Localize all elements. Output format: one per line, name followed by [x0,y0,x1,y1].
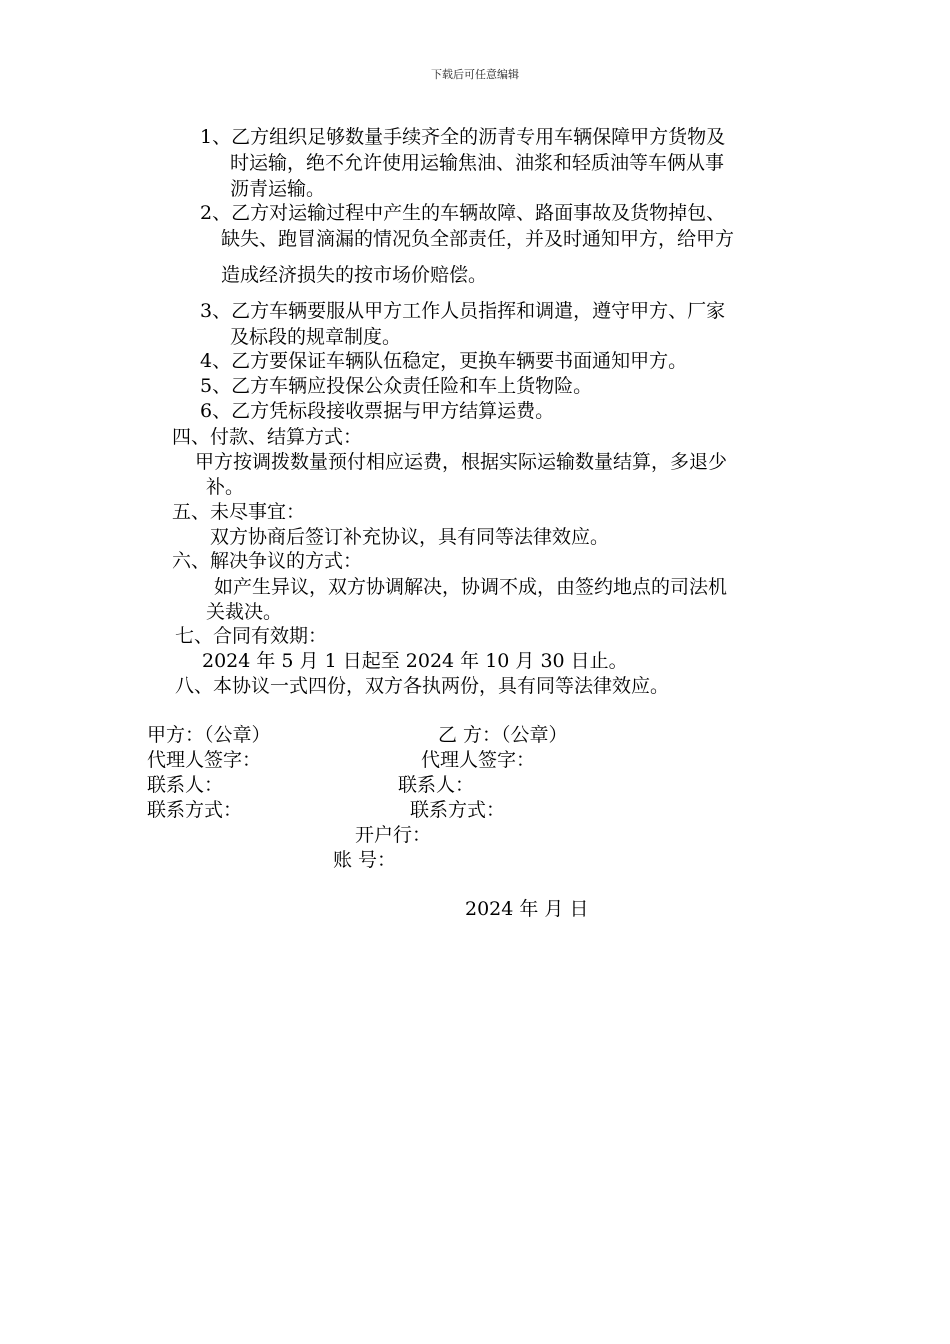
clause-3-line-1: 3、乙方车辆要服从甲方工作人员指挥和调遣，遵守甲方、厂家 [200,300,726,322]
clause-1-line-3: 沥青运输。 [230,178,326,200]
clause-6: 6、乙方凭标段接收票据与甲方结算运费。 [200,400,555,422]
section-payment-line-1: 甲方按调拨数量预付相应运费，根据实际运输数量结算，多退少 [195,451,728,473]
clause-2-line-3: 造成经济损失的按市场价赔偿。 [221,264,488,286]
section-copies: 八、本协议一式四份，双方各执两份，具有同等法律效应。 [175,675,670,697]
party-b-seal: 乙 方：（公章） [438,724,568,746]
party-a-seal: 甲方：（公章） [147,724,271,746]
party-a-contact-method: 联系方式： [147,799,243,821]
section-payment-heading: 四、付款、结算方式： [172,426,363,448]
clause-4: 4、乙方要保证车辆队伍稳定，更换车辆要书面通知甲方。 [200,350,688,372]
clause-2-line-1: 2、乙方对运输过程中产生的车辆故障、路面事故及货物掉包、 [200,202,726,224]
section-dispute-line-2: 关裁决。 [206,601,283,623]
party-a-contact: 联系人： [147,774,224,796]
signing-date: 2024 年 月 日 [465,898,589,920]
party-b-agent: 代理人签字： [421,749,536,771]
clause-5: 5、乙方车辆应投保公众责任险和车上货物险。 [200,375,593,397]
section-payment-line-2: 补。 [206,476,245,498]
clause-1-line-1: 1、乙方组织足够数量手续齐全的沥青专用车辆保障甲方货物及 [200,126,726,148]
section-other-heading: 五、未尽事宜： [172,501,306,523]
party-a-agent: 代理人签字： [147,749,262,771]
section-dispute-heading: 六、解决争议的方式： [172,550,363,572]
section-validity-line-1: 2024 年 5 月 1 日起至 2024 年 10 月 30 日止。 [202,650,628,672]
clause-2-line-2: 缺失、跑冒滴漏的情况负全部责任，并及时通知甲方，给甲方 [221,228,735,250]
section-other-line-1: 双方协商后签订补充协议，具有同等法律效应。 [210,526,610,548]
section-dispute-line-1: 如产生异议，双方协调解决，协调不成，由签约地点的司法机 [214,576,728,598]
header-note: 下载后可任意编辑 [431,68,519,81]
section-validity-heading: 七、合同有效期： [175,625,328,647]
party-b-contact-method: 联系方式： [410,799,506,821]
clause-3-line-2: 及标段的规章制度。 [230,326,402,348]
bank-name: 开户行： [355,824,432,846]
clause-1-line-2: 时运输，绝不允许使用运输焦油、油浆和轻质油等车俩从事 [230,152,725,174]
party-b-contact: 联系人： [398,774,475,796]
bank-account: 账 号： [333,849,397,871]
